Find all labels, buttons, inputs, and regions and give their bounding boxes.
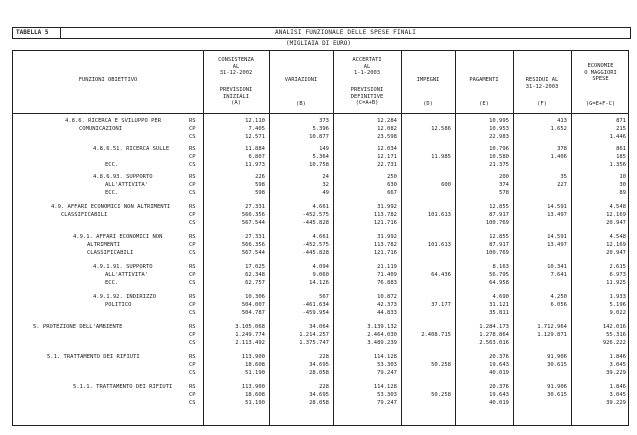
header-variazioni: VARIAZIONI [284, 77, 318, 83]
row-type-code: RS [189, 174, 196, 180]
row-label: 4.8.6. RICERCA E SVILUPPO PER [65, 118, 162, 124]
table-row [13, 301, 630, 309]
cell-b: 1.214.257 [299, 332, 329, 338]
cell-b: 32 [322, 182, 329, 188]
cell-b: 10.758 [309, 162, 329, 168]
cell-b: 149 [319, 146, 329, 152]
cell-g: 12.169 [606, 212, 626, 218]
cell-e: 12.855 [489, 234, 509, 240]
cell-e: 64.958 [489, 280, 509, 286]
cell-c: 76.883 [377, 280, 397, 286]
cell-b: 28.058 [309, 400, 329, 406]
cell-c: 53.303 [377, 392, 397, 398]
cell-a: 27.331 [245, 234, 265, 240]
cell-e: 200 [499, 174, 509, 180]
cell-e: 1.284.173 [479, 324, 509, 330]
cell-g: 9.022 [609, 310, 626, 316]
cell-b: 1.375.747 [299, 340, 329, 346]
row-type-code: RS [189, 354, 196, 360]
cell-a: 27.331 [245, 204, 265, 210]
cell-g: 39.229 [606, 370, 626, 376]
cell-d: 37.177 [431, 302, 451, 308]
row-type-code: RS [189, 384, 196, 390]
table-row [13, 369, 630, 377]
cell-d: 11.985 [431, 154, 451, 160]
table-row [13, 211, 630, 219]
cell-g: 2.615 [609, 264, 626, 270]
cell-c: 3.489.239 [367, 340, 397, 346]
header-g: (G=E+F-C) [585, 101, 616, 107]
row-type-code: CS [189, 250, 196, 256]
table-row [13, 339, 630, 347]
cell-e: 40.019 [489, 370, 509, 376]
row-type-code: CS [189, 162, 196, 168]
cell-f: 91.906 [547, 354, 567, 360]
cell-f: 35 [560, 174, 567, 180]
header-economie: ECONOMIE O MAGGIORI SPESE [584, 63, 617, 83]
cell-c: 22.731 [377, 162, 397, 168]
cell-f: 91.906 [547, 384, 567, 390]
row-type-code: CS [189, 134, 196, 140]
cell-b: -452.575 [302, 242, 329, 248]
table-row [13, 161, 630, 169]
row-label: POLITICO [105, 302, 132, 308]
cell-e: 10.580 [489, 154, 509, 160]
cell-g: 1.356 [609, 162, 626, 168]
cell-a: 567.544 [241, 250, 265, 256]
header-consistenza: CONSISTENZA AL 31-12-2002 [218, 57, 254, 77]
header-residui: RESIDUI AL 31-12-2003 [525, 77, 559, 90]
cell-b: 5.364 [312, 154, 329, 160]
cell-g: 6.973 [609, 272, 626, 278]
cell-e: 40.019 [489, 400, 509, 406]
row-type-code: CP [189, 212, 196, 218]
cell-a: 598 [255, 190, 265, 196]
cell-e: 19.643 [489, 362, 509, 368]
row-type-code: CP [189, 154, 196, 160]
table-row [13, 181, 630, 189]
row-label: 4.8.6.93. SUPPORTO [93, 174, 153, 180]
cell-a: 566.356 [241, 212, 265, 218]
cell-a: 226 [255, 174, 265, 180]
table-row [13, 219, 630, 227]
cell-e: 374 [499, 182, 509, 188]
cell-f: 1.406 [550, 154, 567, 160]
cell-c: 79.247 [377, 400, 397, 406]
cell-c: 3.139.132 [367, 324, 397, 330]
row-type-code: RS [189, 146, 196, 152]
cell-g: 30 [619, 182, 626, 188]
header-previsioni-iniziali: PREVISIONI INIZIALI (A) [219, 87, 253, 107]
cell-e: 100.769 [485, 250, 509, 256]
table-row [13, 361, 630, 369]
header-e: (E) [479, 101, 489, 107]
cell-c: 121.716 [373, 220, 397, 226]
table-row [13, 331, 630, 339]
cell-c: 12.082 [377, 126, 397, 132]
cell-g: 1.446 [609, 134, 626, 140]
cell-g: 3.045 [609, 362, 626, 368]
cell-a: 12.110 [245, 118, 265, 124]
cell-e: 31.121 [489, 302, 509, 308]
table-row [13, 249, 630, 257]
cell-b: 10.877 [309, 134, 329, 140]
cell-e: 21.375 [489, 162, 509, 168]
cell-g: 55.316 [606, 332, 626, 338]
cell-f: 30.615 [547, 362, 567, 368]
cell-c: 121.716 [373, 250, 397, 256]
cell-e: 10.796 [489, 146, 509, 152]
cell-b: -445.828 [302, 220, 329, 226]
cell-d: 600 [441, 182, 451, 188]
cell-e: 56.795 [489, 272, 509, 278]
row-label: ECC. [105, 162, 119, 168]
row-type-code: RS [189, 118, 196, 124]
row-type-code: CS [189, 400, 196, 406]
cell-e: 20.376 [489, 384, 509, 390]
row-type-code: CS [189, 310, 196, 316]
row-type-code: CP [189, 126, 196, 132]
row-label: 4.9.1.92. INDIRIZZO [93, 294, 156, 300]
row-label: ALTRIMENTI [87, 242, 121, 248]
cell-b: 228 [319, 384, 329, 390]
cell-b: 5.396 [312, 126, 329, 132]
table-row [13, 323, 630, 331]
cell-e: 1.278.864 [479, 332, 509, 338]
cell-b: 34.064 [309, 324, 329, 330]
row-type-code: RS [189, 234, 196, 240]
row-label: 4.9.1. AFFARI ECONOMICI NON [73, 234, 163, 240]
table-row [13, 383, 630, 391]
cell-b: 567 [319, 294, 329, 300]
cell-c: 630 [387, 182, 397, 188]
row-type-code: RS [189, 294, 196, 300]
header-accertati: ACCERTATI AL 1-1-2003 [352, 57, 382, 77]
table-row [13, 399, 630, 407]
header-f: (F) [537, 101, 547, 107]
cell-e: 10.995 [489, 118, 509, 124]
cell-b: -445.828 [302, 250, 329, 256]
cell-e: 35.811 [489, 310, 509, 316]
row-label: ECC. [105, 190, 119, 196]
cell-c: 12.284 [377, 118, 397, 124]
cell-a: 567.544 [241, 220, 265, 226]
cell-a: 1.249.774 [235, 332, 265, 338]
cell-a: 17.025 [245, 264, 265, 270]
cell-e: 20.376 [489, 354, 509, 360]
row-label: ALL'ATTIVITA' [105, 272, 149, 278]
cell-g: 20.947 [606, 250, 626, 256]
table-row [13, 309, 630, 317]
cell-f: 14.591 [547, 204, 567, 210]
cell-e: 10.953 [489, 126, 509, 132]
cell-f: 6.056 [550, 302, 567, 308]
cell-b: 228 [319, 354, 329, 360]
cell-a: 6.807 [248, 154, 265, 160]
cell-a: 12.571 [245, 134, 265, 140]
cell-d: 2.408.715 [421, 332, 451, 338]
header-previsioni-definitive: PREVISIONI DEFINITIVE (C=A+B) [350, 87, 384, 107]
data-table [12, 50, 629, 426]
cell-b: -452.575 [302, 212, 329, 218]
cell-c: 79.247 [377, 370, 397, 376]
cell-c: 10.872 [377, 294, 397, 300]
row-type-code: CS [189, 280, 196, 286]
table-row [13, 293, 630, 301]
cell-b: -459.954 [302, 310, 329, 316]
cell-a: 504.787 [241, 310, 265, 316]
row-label: CLASSIFICABILI [87, 250, 134, 256]
header-separator [13, 113, 628, 114]
cell-g: 142.016 [602, 324, 626, 330]
cell-c: 12.171 [377, 154, 397, 160]
table-row [13, 271, 630, 279]
cell-e: 87.917 [489, 212, 509, 218]
cell-e: 2.563.016 [479, 340, 509, 346]
row-type-code: RS [189, 324, 196, 330]
cell-e: 100.769 [485, 220, 509, 226]
cell-a: 566.356 [241, 242, 265, 248]
cell-c: 12.034 [377, 146, 397, 152]
row-label: 4.9.1.91. SUPPORTO [93, 264, 153, 270]
cell-g: 1.846 [609, 384, 626, 390]
cell-a: 10.306 [245, 294, 265, 300]
cell-a: 51.190 [245, 370, 265, 376]
table-row [13, 241, 630, 249]
cell-f: 413 [557, 118, 567, 124]
table-id: TABELLA 5 [16, 28, 61, 38]
cell-g: 215 [616, 126, 626, 132]
table-row [13, 263, 630, 271]
cell-f: 227 [557, 182, 567, 188]
row-label: 5. PROTEZIONE DELL'AMBIENTE [33, 324, 123, 330]
cell-e: 12.855 [489, 204, 509, 210]
table-row [13, 353, 630, 361]
cell-f: 30.615 [547, 392, 567, 398]
row-label: 4.9. AFFARI ECONOMICI NON ALTRIMENTI [51, 204, 171, 210]
cell-g: 10 [619, 174, 626, 180]
cell-c: 53.303 [377, 362, 397, 368]
cell-f: 7.641 [550, 272, 567, 278]
row-label: 4.8.6.51. RICERCA SULLE [93, 146, 170, 152]
cell-b: 4.661 [312, 234, 329, 240]
cell-c: 42.373 [377, 302, 397, 308]
cell-g: 20.947 [606, 220, 626, 226]
cell-f: 378 [557, 146, 567, 152]
cell-c: 114.128 [373, 354, 397, 360]
cell-c: 113.782 [373, 212, 397, 218]
cell-f: 1.129.871 [537, 332, 567, 338]
cell-b: 49 [322, 190, 329, 196]
cell-a: 3.105.068 [235, 324, 265, 330]
table-header-bar [12, 27, 631, 39]
cell-f: 13.497 [547, 242, 567, 248]
cell-d: 64.436 [431, 272, 451, 278]
cell-c: 114.128 [373, 384, 397, 390]
cell-f: 13.497 [547, 212, 567, 218]
cell-f: 1.712.964 [537, 324, 567, 330]
cell-d: 12.586 [431, 126, 451, 132]
table-row [13, 391, 630, 399]
row-type-code: CS [189, 190, 196, 196]
cell-c: 250 [387, 174, 397, 180]
row-label: COMUNICAZIONI [79, 126, 123, 132]
table-row [13, 145, 630, 153]
cell-g: 3.045 [609, 392, 626, 398]
cell-f: 14.591 [547, 234, 567, 240]
cell-g: 926.222 [602, 340, 626, 346]
cell-a: 62.348 [245, 272, 265, 278]
row-type-code: CP [189, 242, 196, 248]
cell-c: 31.992 [377, 234, 397, 240]
row-type-code: CP [189, 302, 196, 308]
header-funzioni-obiettivo: FUNZIONI OBIETTIVO [78, 77, 138, 83]
cell-g: 4.548 [609, 234, 626, 240]
cell-b: -461.634 [302, 302, 329, 308]
row-type-code: CS [189, 220, 196, 226]
header-b: (B) [296, 101, 306, 107]
cell-g: 12.169 [606, 242, 626, 248]
cell-b: 34.695 [309, 362, 329, 368]
cell-a: 11.973 [245, 162, 265, 168]
cell-g: 11.925 [606, 280, 626, 286]
cell-f: 10.341 [547, 264, 567, 270]
cell-a: 7.405 [248, 126, 265, 132]
row-type-code: RS [189, 204, 196, 210]
cell-g: 5.196 [609, 302, 626, 308]
row-type-code: CP [189, 332, 196, 338]
row-type-code: CP [189, 272, 196, 278]
cell-f: 4.250 [550, 294, 567, 300]
row-type-code: CS [189, 370, 196, 376]
cell-a: 2.113.492 [235, 340, 265, 346]
cell-c: 31.992 [377, 204, 397, 210]
table-row [13, 189, 630, 197]
cell-c: 2.464.030 [367, 332, 397, 338]
cell-g: 871 [616, 118, 626, 124]
cell-c: 21.119 [377, 264, 397, 270]
cell-g: 89 [619, 190, 626, 196]
row-type-code: CP [189, 392, 196, 398]
cell-b: 9.060 [312, 272, 329, 278]
header-pagamenti: PAGAMENTI [469, 77, 499, 83]
cell-c: 71.409 [377, 272, 397, 278]
table-row [13, 233, 630, 241]
cell-b: 34.695 [309, 392, 329, 398]
cell-a: 11.884 [245, 146, 265, 152]
cell-b: 4.094 [312, 264, 329, 270]
row-label: CLASSIFICABILI [61, 212, 108, 218]
row-type-code: CP [189, 362, 196, 368]
cell-g: 39.229 [606, 400, 626, 406]
cell-g: 1.846 [609, 354, 626, 360]
cell-e: 578 [499, 190, 509, 196]
cell-b: 14.126 [309, 280, 329, 286]
cell-a: 62.757 [245, 280, 265, 286]
cell-c: 667 [387, 190, 397, 196]
cell-b: 24 [322, 174, 329, 180]
table-row [13, 203, 630, 211]
cell-c: 23.598 [377, 134, 397, 140]
cell-f: 1.652 [550, 126, 567, 132]
cell-a: 598 [255, 182, 265, 188]
cell-d: 101.613 [427, 242, 451, 248]
row-label: ECC. [105, 280, 119, 286]
row-type-code: RS [189, 264, 196, 270]
cell-a: 18.608 [245, 392, 265, 398]
cell-g: 185 [616, 154, 626, 160]
unit-subtitle: (MIGLIAIA DI EURO) [285, 40, 352, 47]
cell-c: 44.833 [377, 310, 397, 316]
table-row [13, 133, 630, 141]
table-row [13, 153, 630, 161]
table-row [13, 173, 630, 181]
cell-e: 87.917 [489, 242, 509, 248]
row-label: 5.1.1. TRATTAMENTO DEI RIFIUTI [73, 384, 173, 390]
cell-a: 51.190 [245, 400, 265, 406]
cell-e: 8.163 [492, 264, 509, 270]
cell-d: 50.258 [431, 392, 451, 398]
header-impegni: IMPEGNI [416, 77, 440, 83]
row-type-code: CS [189, 340, 196, 346]
cell-b: 373 [319, 118, 329, 124]
cell-e: 4.690 [492, 294, 509, 300]
table-row [13, 125, 630, 133]
page-title: ANALISI FUNZIONALE DELLE SPESE FINALI [274, 29, 417, 36]
cell-a: 113.900 [241, 354, 265, 360]
cell-d: 101.613 [427, 212, 451, 218]
cell-g: 1.933 [609, 294, 626, 300]
cell-a: 113.900 [241, 384, 265, 390]
cell-b: 28.058 [309, 370, 329, 376]
row-label: ALL'ATTIVITA' [105, 182, 149, 188]
header-d: (D) [423, 101, 433, 107]
cell-g: 861 [616, 146, 626, 152]
cell-d: 50.258 [431, 362, 451, 368]
cell-a: 504.007 [241, 302, 265, 308]
cell-e: 22.983 [489, 134, 509, 140]
row-type-code: CP [189, 182, 196, 188]
row-label: 5.1. TRATTAMENTO DEI RIFIUTI [47, 354, 140, 360]
cell-e: 19.643 [489, 392, 509, 398]
cell-a: 18.608 [245, 362, 265, 368]
cell-g: 4.548 [609, 204, 626, 210]
table-row [13, 117, 630, 125]
table-row [13, 279, 630, 287]
cell-c: 113.782 [373, 242, 397, 248]
cell-b: 4.661 [312, 204, 329, 210]
